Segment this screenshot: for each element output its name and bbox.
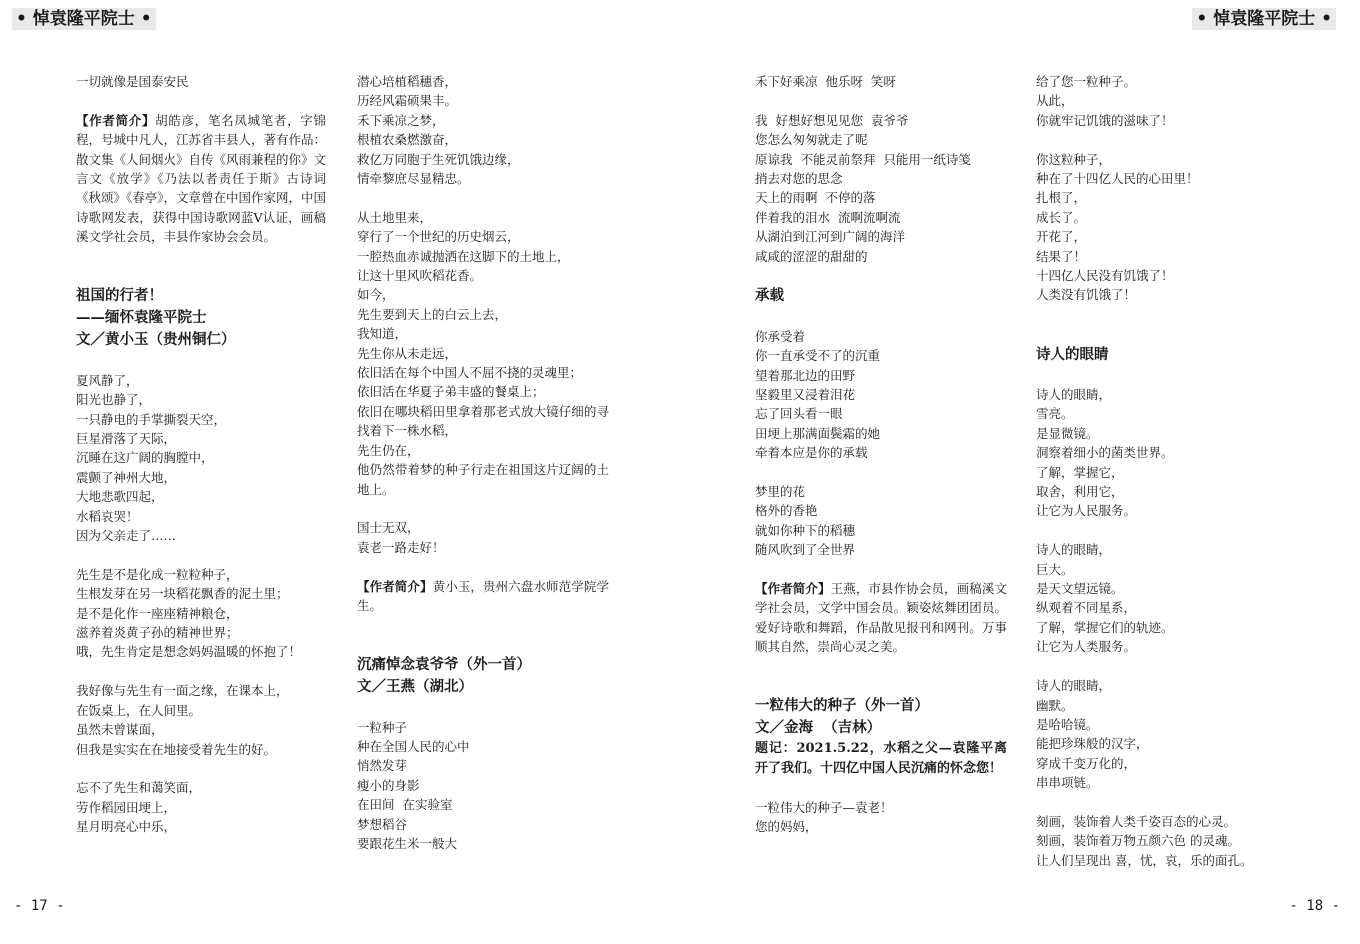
poem-line: 如今， (357, 287, 395, 303)
poem-line: 滋养着炎黄子孙的精神世界； (76, 625, 239, 641)
bio-text: 黄小玉，贵州六盘水师范学院学生。 (357, 578, 609, 613)
poem-line: 水稻哀哭！ (76, 508, 139, 524)
epigraph: 题记：2021.5.22，水稻之父—袁隆平离开了我们。十四亿中国人民沉痛的怀念您！ (755, 741, 1007, 776)
poem-line: 诗人的眼睛， (1036, 678, 1112, 694)
poem-line: 您怎么匆匆就走了呢 (755, 132, 868, 148)
poem-line: 救亿万同胞于生死饥饿边缘， (357, 151, 520, 167)
poem-line: 田埂上那满面鬓霜的她 (755, 425, 881, 441)
column-1 (76, 72, 326, 837)
poem-line: 让人们呈现出 喜，忧，哀，乐的面孔。 (1036, 852, 1253, 868)
poem-line: 悄然发芽 (357, 758, 408, 774)
poem-line: 先生你从未走远， (357, 345, 458, 361)
poem-line: 巨大。 (1036, 561, 1074, 577)
poem-line: 伴着我的泪水 流啊流啊流 (755, 209, 901, 225)
poem-author: 文／金海 （吉林） (755, 719, 882, 737)
poem-line: 要跟花生米一般大 (357, 835, 458, 851)
poem-line: 阳光也静了， (76, 392, 152, 408)
poem-line: 你一直承受不了的沉重 (755, 348, 881, 364)
poem-line: 依旧在哪块稻田里拿着那老式放大镜仔细的寻找着下一株水稻， (357, 403, 609, 439)
running-header-right: • 悼袁隆平院士 • (1192, 8, 1336, 30)
poem-line: 但我是实实在在地接受着先生的好。 (76, 741, 277, 757)
poem-line: 雪亮。 (1036, 406, 1074, 422)
bio-label: 【作者简介】 (76, 112, 156, 128)
poem-line: 虽然未曾谋面， (76, 722, 164, 738)
poem-line: 历经风霜硕果丰。 (357, 93, 458, 109)
poem-line: 就如你种下的稻穗 (755, 522, 856, 538)
poem-line: 扎根了， (1036, 190, 1087, 206)
poem-line: 是哈哈镜。 (1036, 716, 1099, 732)
poem-line: 一粒种子 (357, 719, 408, 735)
poem-line: 开花了， (1036, 229, 1087, 245)
bio-text: 王燕，市县作协会员，画稿溪文学社会员，文学中国会员。颖姿炫舞团团员。爱好诗歌和舞蹈，作品散见报刊和网刊。万事顺其自然，崇尚心灵之美。 (755, 581, 1007, 655)
poem-line: 成长了。 (1036, 209, 1087, 225)
poem-line: 震颤了神州大地， (76, 469, 177, 485)
poem-line: 在田间 在实验室 (357, 797, 453, 813)
poem-line: 生根发芽在另一块稻花飘香的泥土里； (76, 586, 289, 602)
poem-line: 种在全国人民的心中 (357, 738, 470, 754)
poem-line: 从土地里来， (357, 209, 433, 225)
column-2 (357, 72, 609, 853)
poem-line: 哦，先生肯定是想念妈妈温暖的怀抱了！ (76, 644, 302, 660)
poem-line: 望着那北边的田野 (755, 367, 856, 383)
poem-line: 夏风静了， (76, 372, 139, 388)
bio-label: 【作者简介】 (357, 578, 433, 594)
poem-line: 种在了十四亿人民的心田里！ (1036, 171, 1199, 187)
poem-title: 祖国的行者！ (76, 287, 163, 305)
poem-line: 一腔热血赤诚抛洒在这脚下的土地上， (357, 248, 570, 264)
poem-line: 情牵黎庶尽显精忠。 (357, 171, 470, 187)
poem-line: 我知道， (357, 326, 408, 342)
text-line: 一切就像是国泰安民 (76, 74, 189, 89)
poem-line: 先生要到天上的白云上去， (357, 306, 508, 322)
poem-line: 天上的雨啊 不停的落 (755, 190, 876, 206)
poem-line: 穿行了一个世纪的历史烟云， (357, 229, 520, 245)
poem-line: 我好像与先生有一面之缘，在课本上， (76, 683, 289, 699)
poem-line: 巨星滑落了天际， (76, 431, 177, 447)
poem-line: 沉睡在这广阔的胸膛中， (76, 450, 214, 466)
poem-subtitle: ——缅怀袁隆平院士 (76, 309, 207, 327)
poem-line: 了解，掌握它， (1036, 464, 1124, 480)
poem-line: 潜心培植稻穗香， (357, 74, 458, 89)
poem-line: 一粒伟大的种子—袁老！ (755, 799, 893, 815)
poem-line: 我 好想好想见见您 袁爷爷 (755, 112, 909, 128)
poem-line: 先生是不是化成一粒粒种子， (76, 566, 239, 582)
author-bio (76, 111, 326, 247)
poem-line: 大地悲歌四起， (76, 489, 164, 505)
poem-title: 承载 (755, 287, 784, 305)
poem-line: 梦里的花 (755, 484, 806, 500)
poem-line: 穿成千变万化的， (1036, 755, 1137, 771)
poem-line: 诗人的眼睛， (1036, 542, 1112, 558)
bio-label: 【作者简介】 (755, 581, 831, 597)
poem-line: 星月明亮心中乐， (76, 819, 177, 835)
poem-line: 梦想稻谷 (357, 816, 408, 832)
poem-line: 结果了！ (1036, 248, 1087, 264)
poem-line: 让它为人民服务。 (1036, 503, 1137, 519)
poem-line: 您的妈妈， (755, 819, 818, 835)
poem-title: 一粒伟大的种子（外一首） (755, 697, 929, 715)
poem-line: 国士无双， (357, 520, 420, 536)
poem-line: 十四亿人民没有饥饿了！ (1036, 268, 1174, 284)
poem-line: 格外的香艳 (755, 503, 818, 519)
poem-line: 随风吹到了全世界 (755, 542, 856, 558)
poem-line: 是不是化作一座座精神粮仓， (76, 605, 239, 621)
poem-line: 能把珍珠般的汉字， (1036, 736, 1149, 752)
poem-line: 给了您一粒种子。 (1036, 74, 1137, 89)
poem-author: 文／王燕（湖北） (357, 678, 473, 696)
poem-line: 先生仍在， (357, 442, 420, 458)
poem-line: 坚毅里又浸着泪花 (755, 387, 856, 403)
poem-line: 一只静电的手掌撕裂天空， (76, 411, 227, 427)
poem-author: 文／黄小玉（贵州铜仁） (76, 331, 236, 349)
poem-line: 洞察着细小的菌类世界。 (1036, 445, 1174, 461)
poem-line: 他仍然带着梦的种子行走在祖国这片辽阔的土地上。 (357, 462, 609, 497)
author-bio (755, 579, 1007, 657)
poem-line: 忘了回头看一眼 (755, 406, 843, 422)
poem-line: 瘦小的身影 (357, 777, 420, 793)
poem-line: 幽默。 (1036, 697, 1074, 713)
poem-line: 在饭桌上，在人间里。 (76, 702, 202, 718)
poem-line: 诗人的眼睛， (1036, 387, 1112, 403)
poem-line: 根植农桑燃激奋， (357, 132, 458, 148)
poem-line: 刻画，装饰着万物五颜六色 的灵魂。 (1036, 833, 1240, 849)
poem-line: 捎去对您的思念 (755, 171, 843, 187)
poem-line: 人类没有饥饿了！ (1036, 287, 1137, 303)
poem-line: 从湖泊到江河到广阔的海洋 (755, 229, 906, 245)
poem-line: 了解，掌握它们的轨迹。 (1036, 619, 1174, 635)
poem-line: 纵观着不同星系， (1036, 600, 1137, 616)
poem-line: 禾下好乘凉 他乐呀 笑呀 (755, 74, 896, 89)
poem-line: 依旧活在每个中国人不屈不挠的灵魂里； (357, 365, 583, 381)
poem-line: 袁老一路走好！ (357, 539, 445, 555)
poem-line: 原谅我 不能灵前祭拜 只能用一纸诗笺 (755, 151, 971, 167)
poem-line: 牵着本应是你的承载 (755, 445, 868, 461)
poem-line: 串串项链。 (1036, 775, 1099, 791)
poem-line: 劳作稻园田埂上， (76, 799, 177, 815)
poem-line: 你这粒种子， (1036, 151, 1112, 167)
poem-line: 因为父亲走了…… (76, 528, 177, 544)
poem-title: 沉痛悼念袁爷爷（外一首） (357, 656, 531, 674)
column-4 (1036, 72, 1296, 870)
poem-line: 咸咸的涩涩的甜甜的 (755, 248, 868, 264)
poem-line: 是天文望远镜。 (1036, 581, 1124, 597)
poem-line: 取舍，利用它， (1036, 484, 1124, 500)
poem-line: 从此， (1036, 93, 1074, 109)
poem-line: 刻画，装饰着人类千姿百态的心灵。 (1036, 813, 1237, 829)
poem-line: 你就牢记饥饿的滋味了！ (1036, 112, 1174, 128)
poem-line: 是显微镜。 (1036, 425, 1099, 441)
page-number-right: - 18 - (1289, 898, 1340, 914)
bio-text: 胡皓彦，笔名凤城笔者，字锦程，号城中凡人，江苏省丰县人，著有作品：散文集《人间烟火》自传《风雨兼程的你》文言文《放学》《乃法以者责任于斯》古诗词《秋颂》《春亭》，文章曾在中国作家网，中国诗歌网发表，获得中国诗歌网蓝Ⅴ认证，画稿溪文学社会员，丰县作家协会会员。 (76, 112, 327, 245)
page-number-left: - 17 - (14, 898, 65, 914)
poem-line: 依旧活在华夏子弟丰盛的餐桌上； (357, 384, 545, 400)
author-bio (357, 577, 609, 616)
poem-title: 诗人的眼睛 (1036, 345, 1109, 363)
running-header-left: • 悼袁隆平院士 • (12, 8, 156, 30)
poem-line: 让这十里风吹稻花香。 (357, 268, 483, 284)
poem-line: 你承受着 (755, 328, 806, 344)
poem-line: 禾下乘凉之梦， (357, 112, 445, 128)
column-3 (755, 72, 1007, 837)
poem-line: 忘不了先生和蔼笑面， (76, 780, 202, 796)
poem-line: 让它为人类服务。 (1036, 639, 1137, 655)
